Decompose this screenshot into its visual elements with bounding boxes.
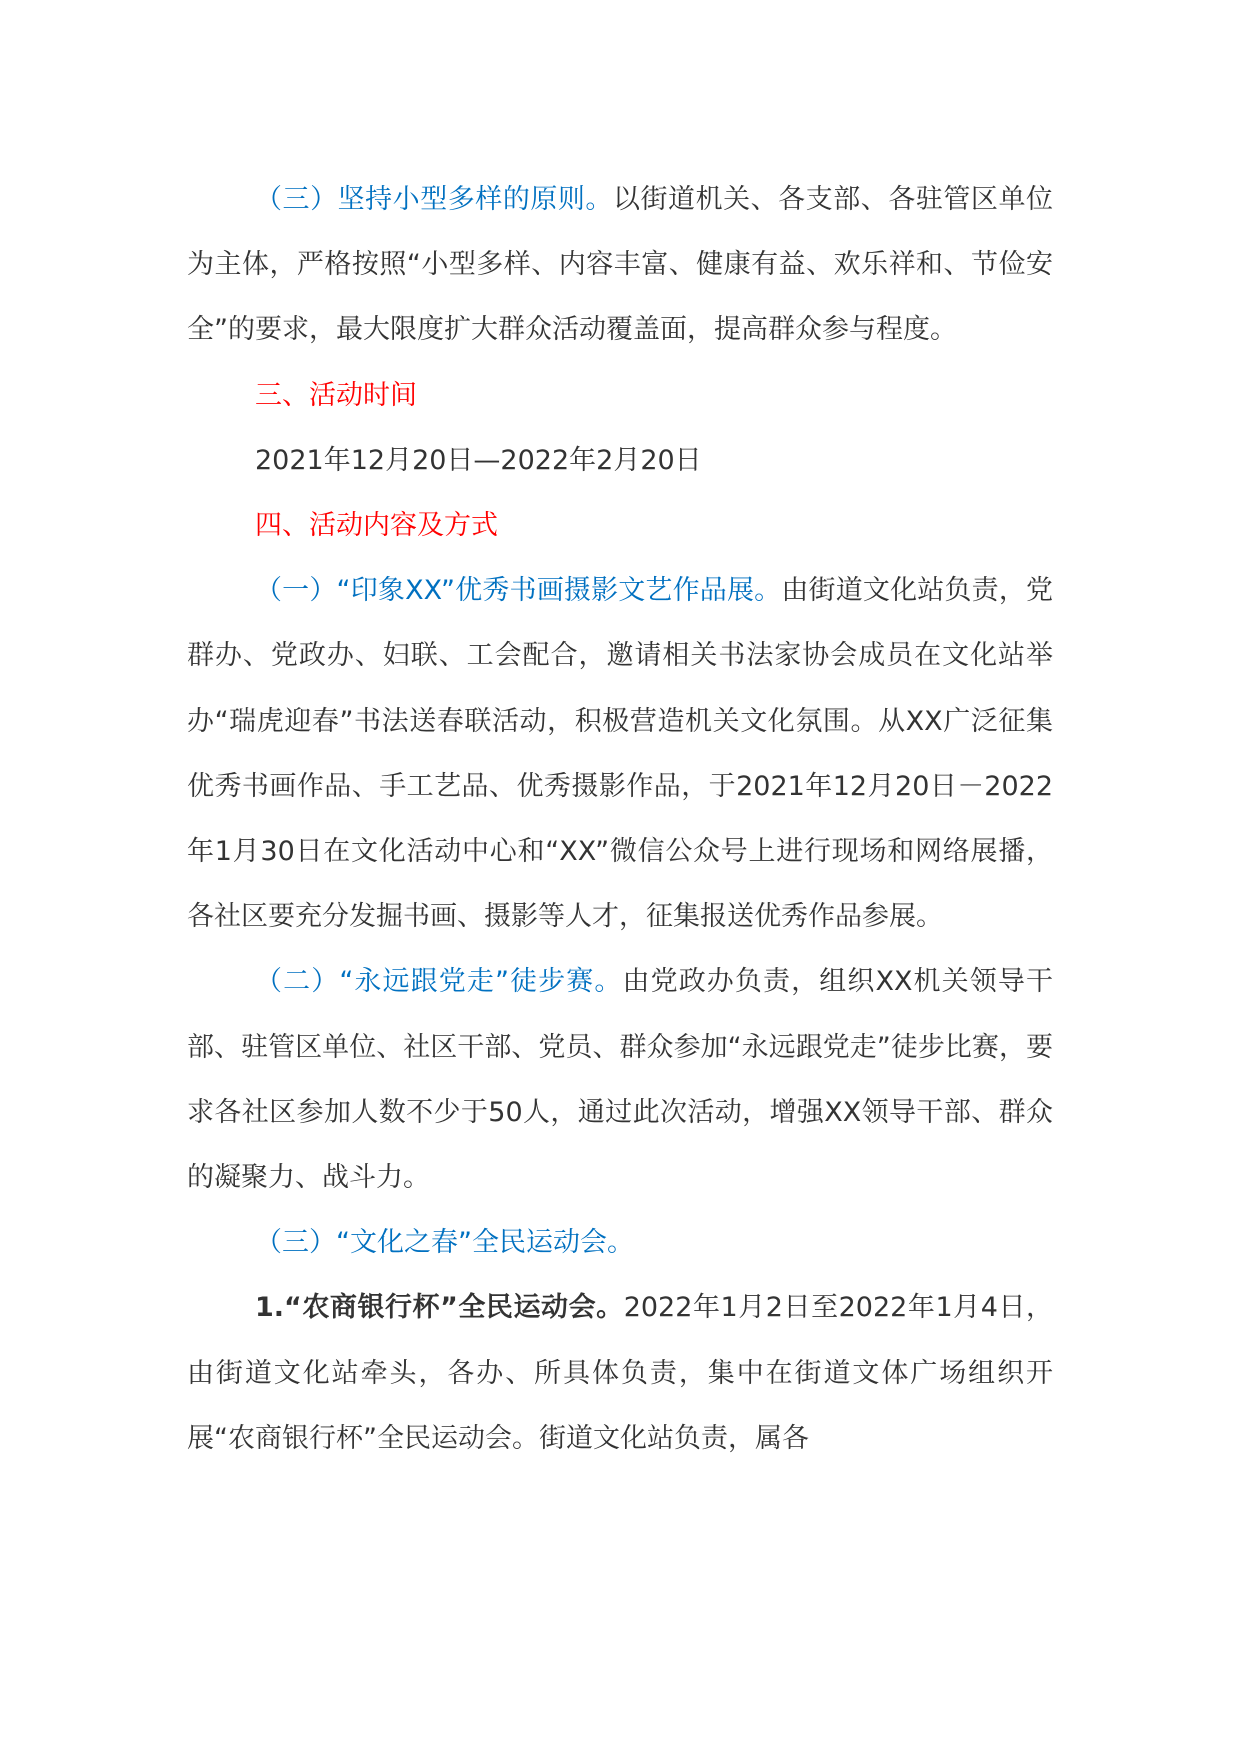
section-heading-activity-time: 三、活动时间 [255,379,417,411]
activity-date-range: 2021年12月20日—2022年2月20日 [255,444,702,476]
section-heading-activity-content: 四、活动内容及方式 [255,510,498,542]
paragraph-text: 2022年1月2日至2022年1月4日，由街道文化站牵头，各办、所具体负责，集中在街道文体广场组织开展“农商银行杯”全民运动会。街道文化站负责，属各 [187,1292,1053,1454]
paragraph-text: 由街道文化站负责，党群办、党政办、妇联、工会配合，邀请相关书法家协会成员在文化站举办“瑞虎迎春”书法送春联活动，积极营造机关文化氛围。从XX广泛征集优秀书画作品、手工艺品、优秀摄影作品，于2021年12月20日－2022年1月30日在文化活动中心和“XX”微信公众号上进行现场和网络展播，各社区要充分发掘书画、摄影等人才，征集报送优秀作品参展。 [187,575,1054,933]
paragraph-text: 由党政办负责，组织XX机关领导干部、驻管区单位、社区干部、党员、群众参加“永远跟党走”徒步比赛，要求各社区参加人数不少于50人，通过此次活动，增强XX领导干部、群众的凝聚力、战斗力。 [187,966,1053,1194]
paragraph-bank-cup-meeting [187,1275,1053,1471]
paragraph-lead: （二）“永远跟党走”徒步赛。 [255,966,623,998]
paragraph-principle-three [187,167,1053,363]
paragraph-walking-race [187,949,1053,1210]
paragraph-lead: （一）“印象XX”优秀书画摄影文艺作品展。 [255,575,782,607]
paragraph-text: 以街道机关、各支部、各驻管区单位为主体，严格按照“小型多样、内容丰富、健康有益、欢乐祥和、节俭安全”的要求，最大限度扩大群众活动覆盖面，提高群众参与程度。 [187,184,1054,346]
document-body [187,167,1053,1471]
paragraph-bold-lead: 1.“农商银行杯”全民运动会。 [255,1292,624,1324]
paragraph-lead: （三）“文化之春”全民运动会。 [255,1227,634,1259]
paragraph-art-exhibition [187,558,1053,949]
paragraph-lead: （三）坚持小型多样的原则。 [255,184,613,215]
paragraph-sports-meeting-heading [187,1210,1053,1275]
